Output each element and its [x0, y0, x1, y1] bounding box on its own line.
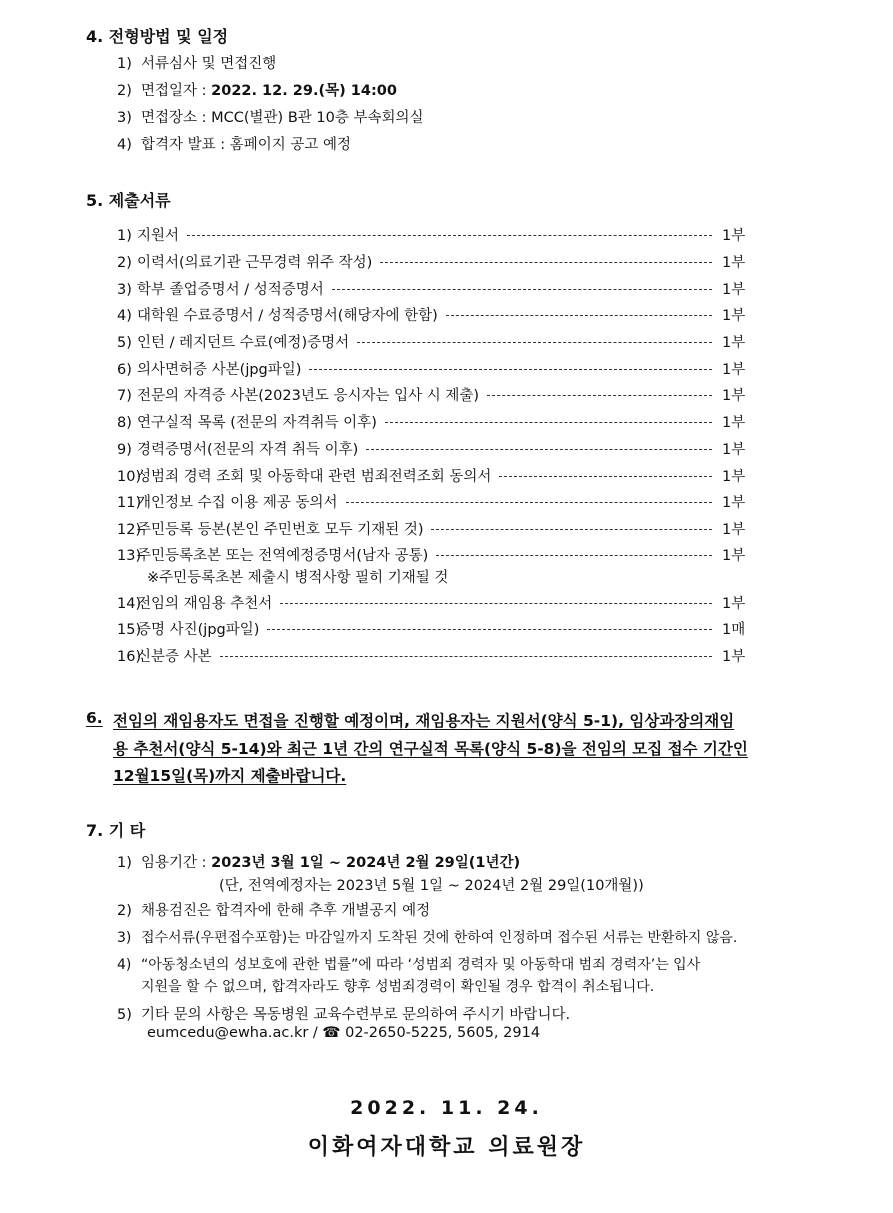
document-label: 주민등록 등본(본인 주민번호 모두 기재된 것): [137, 522, 424, 538]
leader-dashes: [357, 342, 712, 343]
document-label: 개인정보 수집 이용 제공 동의서: [137, 495, 338, 511]
document-item: 9) 경력증명서(전문의 자격 취득 이후): [117, 442, 359, 458]
s7-item-4: 4) “아동청소년의 성보호에 관한 법률”에 따라 ‘성범죄 경력자 및 아동학대 범죄 경력자’는 입사: [117, 957, 701, 973]
s7-item-1: 1) 임용기간 : 2023년 3월 1일 ~ 2024년 2월 29일(1년간): [117, 855, 521, 871]
leader-dashes: [487, 395, 712, 396]
s7-item-2: 2) 채용검진은 합격자에 한해 추후 개별공지 예정: [117, 903, 431, 919]
document-item: 8) 연구실적 목록 (전문의 자격취득 이후): [117, 415, 377, 431]
leader-dashes: [346, 502, 712, 503]
section5-heading: 5. 제출서류: [86, 191, 171, 210]
leader-dashes: [385, 422, 712, 423]
document-item: 5) 인턴 / 레지던트 수료(예정)증명서: [117, 335, 350, 351]
document-label: 성범죄 경력 조회 및 아동학대 관련 범죄전력조회 동의서: [137, 469, 492, 485]
document-item: 6) 의사면허증 사본(jpg파일): [117, 362, 302, 378]
document-label: 의사면허증 사본(jpg파일): [137, 362, 302, 378]
document-count: 1부: [722, 495, 746, 511]
phone-icon: ☎: [322, 1025, 341, 1041]
document-count: 1부: [722, 415, 746, 431]
s7-item-5: 5) 기타 문의 사항은 목동병원 교육수련부로 문의하여 주시기 바랍니다.: [117, 1007, 571, 1023]
leader-dashes: [446, 315, 712, 316]
s6-line-3: 12월15일(목)까지 제출바랍니다.: [113, 767, 347, 785]
document-label: 대학원 수료증명서 / 성적증명서(해당자에 한함): [137, 308, 438, 324]
document-count: 1부: [722, 522, 746, 538]
s7-item-3: 3) 접수서류(우편접수포함)는 마감일까지 도착된 것에 한하여 인정하며 접수된 서류는 반환하지 않음.: [117, 930, 738, 946]
document-count: 1부: [722, 282, 746, 298]
document-item: 16)신분증 사본: [117, 649, 212, 665]
document-item: 4) 대학원 수료증명서 / 성적증명서(해당자에 한함): [117, 308, 438, 324]
document-label: 신분증 사본: [137, 649, 212, 665]
leader-dashes: [220, 656, 712, 657]
document-item: 12)주민등록 등본(본인 주민번호 모두 기재된 것): [117, 522, 424, 538]
document-count: 1부: [722, 362, 746, 378]
document-label: 이력서(의료기관 근무경력 위주 작성): [137, 255, 373, 271]
interview-date: 2022. 12. 29.(목) 14:00: [211, 83, 397, 99]
document-item: 14)전임의 재임용 추천서: [117, 596, 273, 612]
document-count: 1부: [722, 548, 746, 564]
document-item: 2) 이력서(의료기관 근무경력 위주 작성): [117, 255, 373, 271]
s6-num: 6.: [86, 709, 103, 727]
document-count: 1부: [722, 335, 746, 351]
s7-item-1-sub: (단, 전역예정자는 2023년 5월 1일 ~ 2024년 2월 29일(10개월)): [219, 878, 644, 894]
leader-dashes: [267, 629, 712, 630]
document-count: 1부: [722, 596, 746, 612]
document-item: 1) 지원서: [117, 228, 180, 244]
s6-line-1: 전임의 재임용자도 면접을 진행할 예정이며, 재임용자는 지원서(양식 5-1), 임상과장의재임: [113, 712, 735, 730]
document-label: 증명 사진(jpg파일): [137, 622, 260, 638]
s7-item-4-line2: 지원을 할 수 없으며, 합격자라도 향후 성범죄경력이 확인될 경우 합격이 취소됩니다.: [141, 979, 655, 995]
leader-dashes: [436, 555, 712, 556]
s6-line-2: 용 추천서(양식 5-14)와 최근 1년 간의 연구실적 목록(양식 5-8)을 전임의 모집 접수 기간인: [113, 740, 748, 758]
leader-dashes: [366, 449, 712, 450]
document-item: 7) 전문의 자격증 사본(2023년도 응시자는 입사 시 제출): [117, 388, 480, 404]
document-count: 1부: [722, 388, 746, 404]
document-label: 경력증명서(전문의 자격 취득 이후): [137, 442, 359, 458]
contact-phone: 02-2650-5225, 5605, 2914: [340, 1025, 541, 1041]
appointment-period: 2023년 3월 1일 ~ 2024년 2월 29일(1년간): [211, 855, 521, 871]
section7-heading: 7. 기 타: [86, 821, 146, 840]
contact-email[interactable]: eumcedu@ewha.ac.kr: [147, 1025, 309, 1041]
leader-dashes: [187, 235, 712, 236]
document-count: 1부: [722, 649, 746, 665]
s4-item-1: 1) 서류심사 및 면접진행: [117, 56, 277, 72]
s4-item-4: 4) 합격자 발표 : 홈페이지 공고 예정: [117, 137, 352, 153]
leader-dashes: [309, 369, 712, 370]
leader-dashes: [332, 289, 712, 290]
document-date: 2022. 11. 24.: [350, 1097, 543, 1119]
s4-item-2: 2) 면접일자 : 2022. 12. 29.(목) 14:00: [117, 83, 397, 99]
document-count: 1매: [722, 622, 746, 638]
document-label: 인턴 / 레지던트 수료(예정)증명서: [137, 335, 350, 351]
document-label: 전문의 자격증 사본(2023년도 응시자는 입사 시 제출): [137, 388, 480, 404]
contact-line: eumcedu@ewha.ac.kr / ☎ 02-2650-5225, 5605, 2914: [147, 1025, 541, 1041]
s4-item-3: 3) 면접장소 : MCC(별관) B관 10층 부속회의실: [117, 110, 424, 126]
document-label: 주민등록초본 또는 전역예정증명서(남자 공통): [137, 548, 429, 564]
leader-dashes: [380, 262, 712, 263]
document-count: 1부: [722, 442, 746, 458]
leader-dashes: [431, 529, 712, 530]
document-item: 13)주민등록초본 또는 전역예정증명서(남자 공통): [117, 548, 429, 564]
document-count: 1부: [722, 469, 746, 485]
document-count: 1부: [722, 308, 746, 324]
document-label: 연구실적 목록 (전문의 자격취득 이후): [137, 415, 377, 431]
document-count: 1부: [722, 228, 746, 244]
document-item: 10)성범죄 경력 조회 및 아동학대 관련 범죄전력조회 동의서: [117, 469, 492, 485]
document-label: 전임의 재임용 추천서: [137, 596, 273, 612]
issuer-signature: 이화여자대학교 의료원장: [307, 1135, 586, 1160]
item13-note: ※주민등록초본 제출시 병적사항 필히 기재될 것: [147, 570, 449, 586]
document-label: 지원서: [137, 228, 180, 244]
leader-dashes: [280, 603, 712, 604]
document-count: 1부: [722, 255, 746, 271]
section4-heading: 4. 전형방법 및 일정: [86, 27, 229, 46]
document-item: 15)증명 사진(jpg파일): [117, 622, 260, 638]
leader-dashes: [499, 476, 712, 477]
document-item: 3) 학부 졸업증명서 / 성적증명서: [117, 282, 324, 298]
document-item: 11)개인정보 수집 이용 제공 동의서: [117, 495, 338, 511]
document-label: 학부 졸업증명서 / 성적증명서: [137, 282, 324, 298]
